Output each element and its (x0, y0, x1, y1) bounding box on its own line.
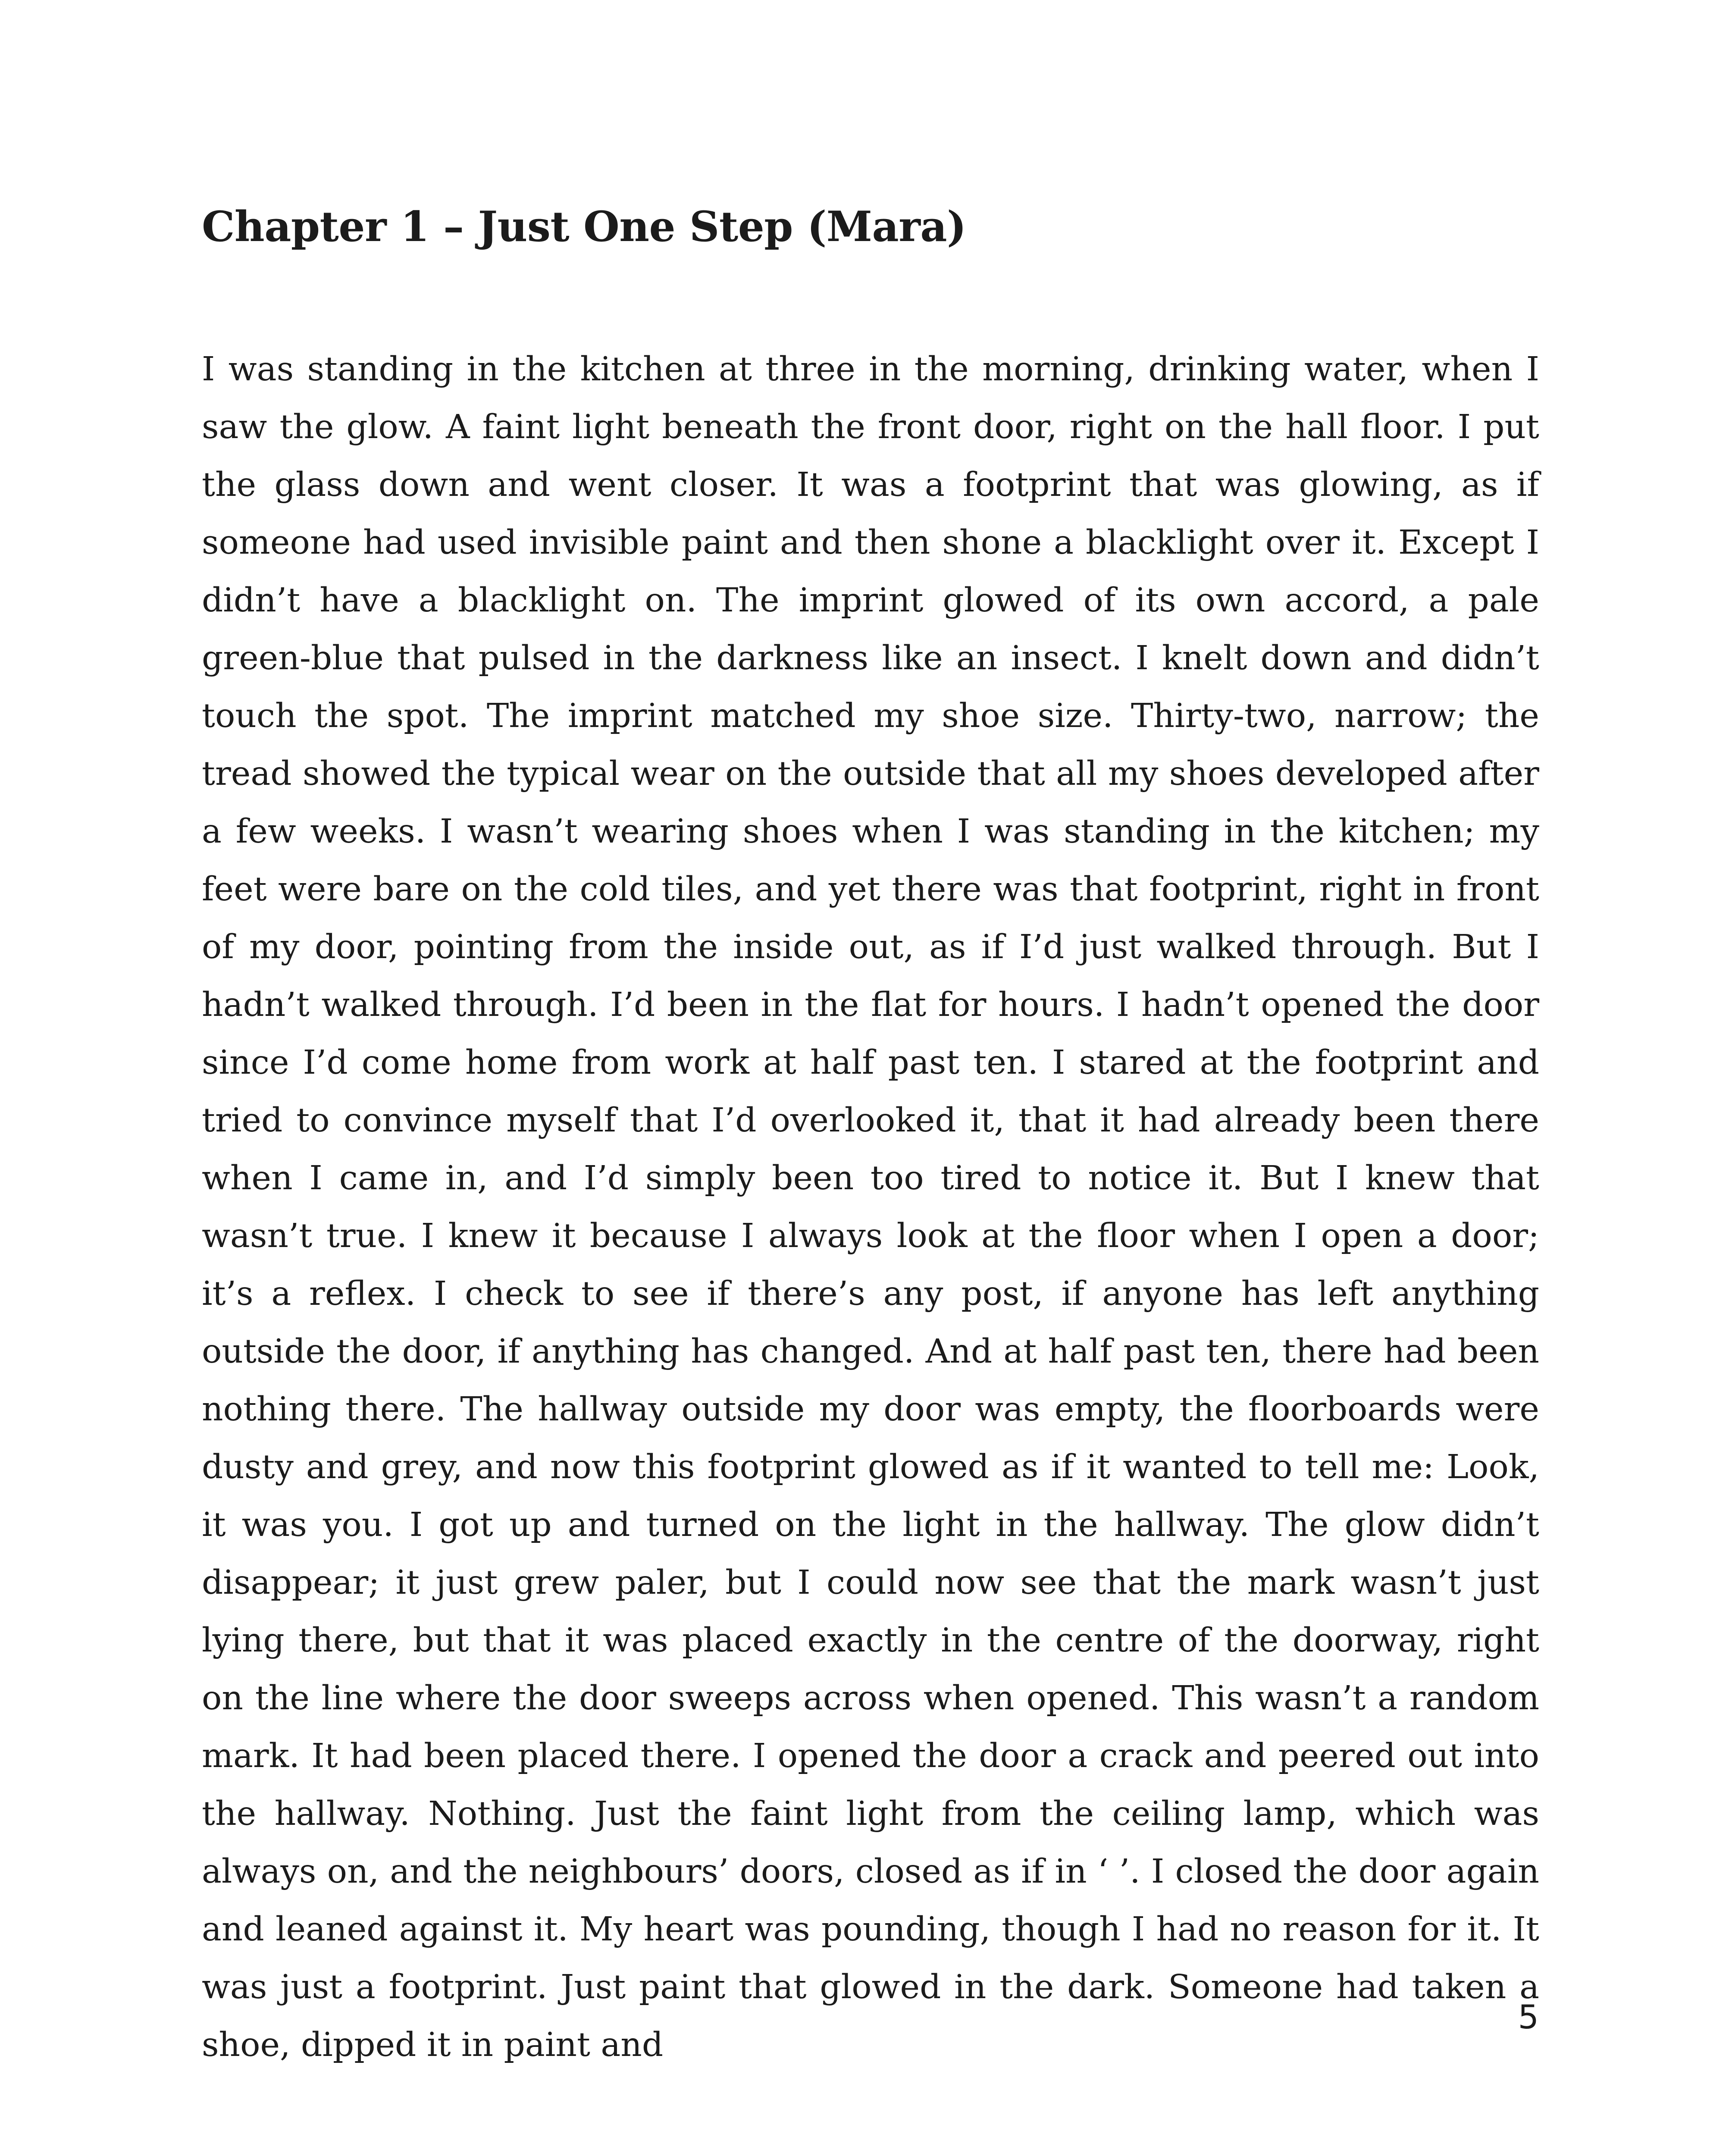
chapter-title: Chapter 1 – Just One Step (Mara) (202, 202, 966, 251)
chapter-body-paragraph: I was standing in the kitchen at three in the morning, drinking water, when I saw the glow. A faint light beneath the front door, right on the hall floor. I put the glass down and went closer. It was a footprint that was glowing, as if someone had used invisible paint and then shone a blacklight over it. Except I didn’t have a blacklight on. The imprint glowed of its own accord, a pale green-blue that pulsed in the darkness like an insect. I knelt down and didn’t touch the spot. The imprint matched my shoe size. Thirty-two, narrow; the tread showed the typical wear on the outside that all my shoes developed after a few weeks. I wasn’t wearing shoes when I was standing in the kitchen; my feet were bare on the cold tiles, and yet there was that footprint, right in front of my door, pointing from the inside out, as if I’d just walked through. But I hadn’t walked through. I’d been in the flat for hours. I hadn’t opened the door since I’d come home from work at half past ten. I stared at the footprint and tried to convince myself that I’d overlooked it, that it had already been there when I came in, and I’d simply been too tired to notice it. But I knew that wasn’t true. I knew it because I always look at the floor when I open a door; it’s a reflex. I check to see if there’s any post, if anyone has left anything outside the door, if anything has changed. And at half past ten, there had been nothing there. The hallway outside my door was empty, the floorboards were dusty and grey, and now this footprint glowed as if it wanted to tell me: Look, it was you. I got up and turned on the light in the hallway. The glow didn’t disappear; it just grew paler, but I could now see that the mark wasn’t just lying there, but that it was placed exactly in the centre of the doorway, right on the line where the door sweeps across when opened. This wasn’t a random mark. It had been placed there. I opened the door a crack and peered out into the hallway. Nothing. Just the faint light from the ceiling lamp, which was always on, and the neighbours’ doors, closed as if in ‘ ’. I closed the door again and leaned against it. My heart was pounding, though I had no reason for it. It was just a footprint. Just paint that glowed in the dark. Someone had taken a shoe, dipped it in paint and (202, 350, 1539, 2064)
page-number: 5 (1518, 1998, 1539, 2036)
